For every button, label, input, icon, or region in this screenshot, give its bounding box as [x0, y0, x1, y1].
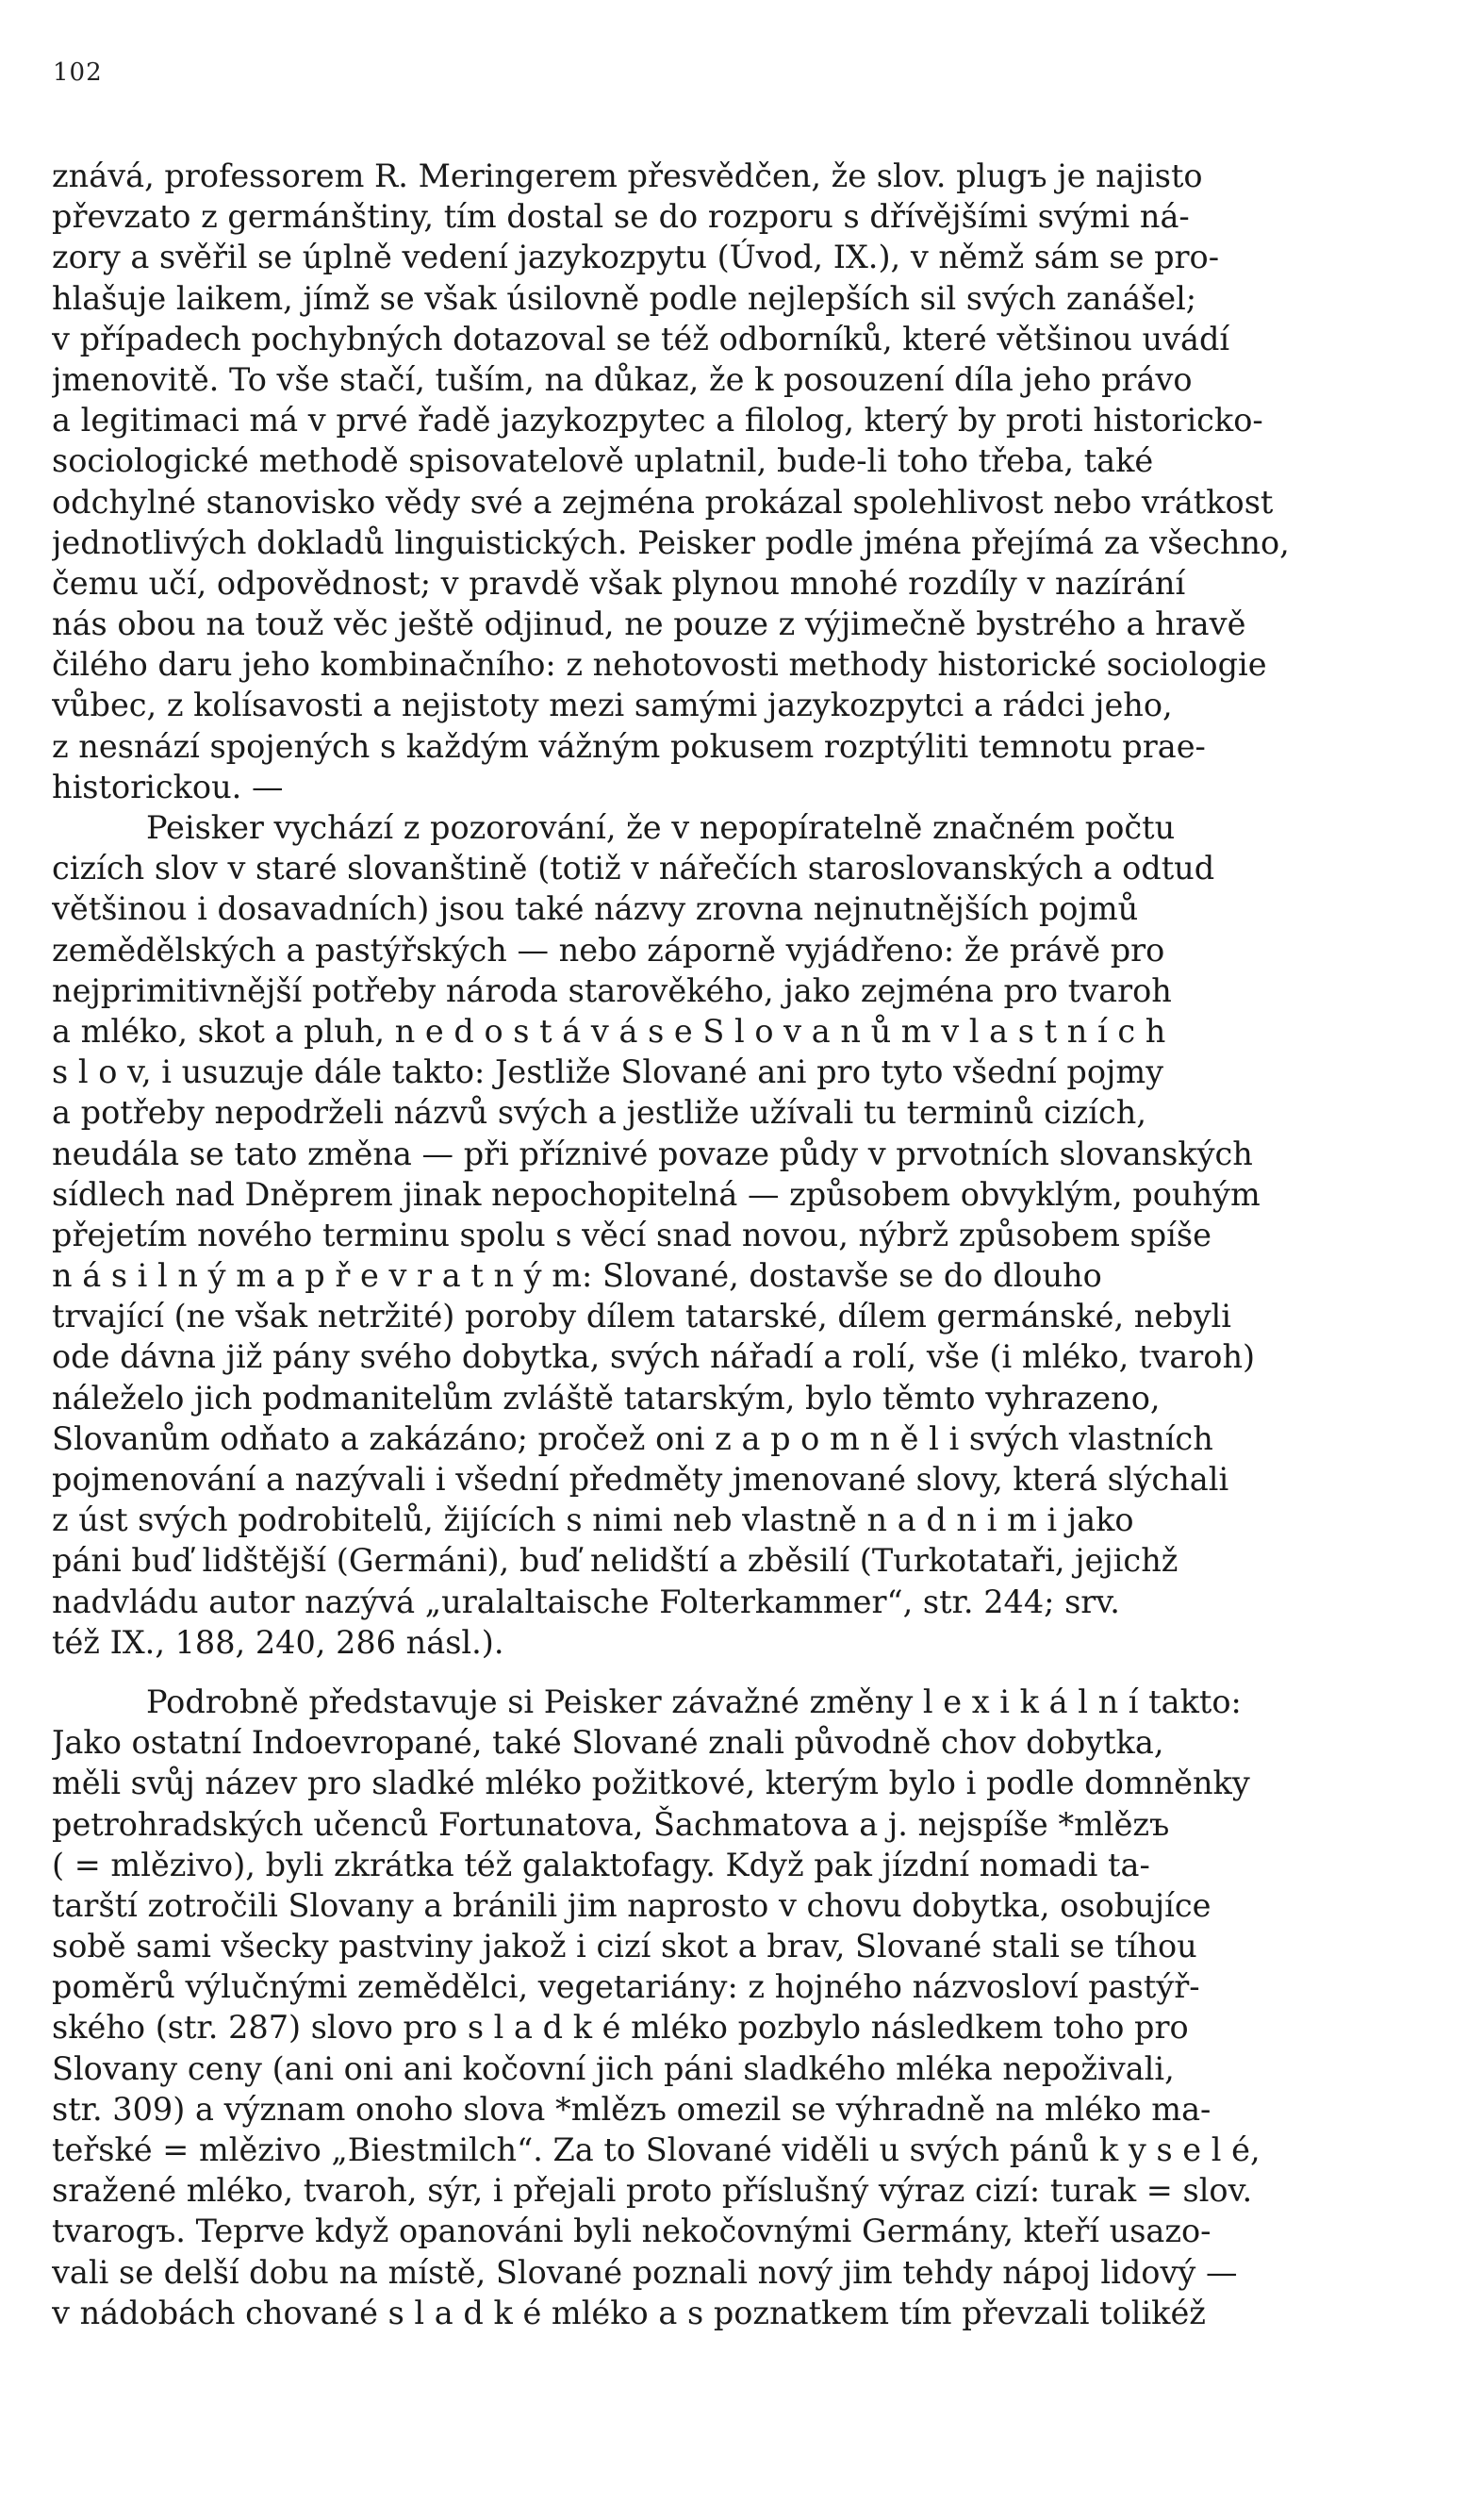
text-line: pojmenování a nazývali i všední předměty jmenované slovy, která slýchali — [52, 1461, 1229, 1498]
text-line: nás obou na touž věc ještě odjinud, ne pouze z výjimečně bystrého a hravě — [52, 605, 1246, 643]
text-line: z úst svých podrobitelů, žijících s nimi neb vlastně n a d n i m i jako — [52, 1501, 1134, 1539]
text-line: ského (str. 287) slovo pro s l a d k é mléko pozbylo následkem toho pro — [52, 2009, 1189, 2047]
text-line: tarští zotročili Slovany a bránili jim naprosto v chovu dobytka, osobujíce — [52, 1886, 1212, 1924]
text-line: tvarogъ. Teprve když opanováni byli nekočovnými Germány, kteří usazo- — [52, 2213, 1212, 2250]
text-line: Podrobně představuje si Peisker závažné změny l e x i k á l n í takto: — [146, 1683, 1242, 1720]
paragraph-gap — [52, 1663, 1409, 1682]
text-line: trvající (ne však netržité) poroby dílem tatarské, dílem germánské, nebyli — [52, 1298, 1231, 1335]
text-line: znává, professorem R. Meringerem přesvědčen, že slov. plugъ je najisto — [52, 158, 1203, 194]
text-line: čilého daru jeho kombinačního: z nehotovosti methody historické sociologie — [52, 646, 1267, 684]
text-line: sídlech nad Dněprem jinak nepochopitelná — způsobem obvyklým, pouhým — [52, 1175, 1261, 1213]
text-line: z nesnází spojených s každým vážným pokusem rozptýliti temnotu prae- — [52, 727, 1206, 765]
text-line: a potřeby nepodrželi názvů svých a jestliže užívali tu terminů cizích, — [52, 1094, 1147, 1132]
text-line: zory a svěřil se úplně vedení jazykozpytu (Úvod, IX.), v němž sám se pro- — [52, 239, 1220, 276]
text-line: většinou i dosavadních) jsou také názvy zrovna nejnutnějších pojmů — [52, 890, 1139, 928]
text-line: nejprimitivnější potřeby národa starověkého, jako zejména pro tvaroh — [52, 971, 1172, 1009]
text-line: nadvládu autor nazývá „uralaltaische Folterkammer“, str. 244; srv. — [52, 1583, 1120, 1620]
text-line: Slovany ceny (ani oni ani kočovní jich páni sladkého mléka nepoživali, — [52, 2049, 1175, 2087]
text-line: poměrů výlučnými zemědělci, vegetariány: z hojného názvosloví pastýř- — [52, 1968, 1200, 2006]
text-line: páni buď lidštější (Germáni), buď nelidští a zběsilí (Turkotataři, jejichž — [52, 1542, 1179, 1580]
text-line: Peisker vychází z pozorování, že v nepopíratelně značném počtu — [146, 809, 1176, 846]
text-line: měli svůj název pro sladké mléko požitkové, kterým bylo i podle domněnky — [52, 1765, 1250, 1802]
text-line: sociologické methodě spisovatelově uplatnil, bude-li toho třeba, také — [52, 442, 1154, 480]
text-line: s l o v, i usuzuje dále takto: Jestliže Slované ani pro tyto všední pojmy — [52, 1053, 1164, 1091]
text-line: sobě sami všecky pastviny jakož i cizí skot a brav, Slované stali se tíhou — [52, 1928, 1197, 1965]
text-line: ode dávna již pány svého dobytka, svých nářadí a rolí, vše (i mléko, tvaroh) — [52, 1338, 1256, 1376]
text-line: odchylné stanovisko vědy své a zejména prokázal spolehlivost nebo vrátkost — [52, 483, 1274, 521]
text-line: neudála se tato změna — při příznivé povaze půdy v prvotních slovanských — [52, 1135, 1253, 1172]
paragraph-p2 — [52, 807, 1409, 1663]
text-line: přejetím nového terminu spolu s věcí snad novou, nýbrž způsobem spíše — [52, 1216, 1212, 1253]
text-line: jmenovitě. To vše stačí, tuším, na důkaz, že k posouzení díla jeho právo — [52, 360, 1193, 398]
text-line: a mléko, skot a pluh, n e d o s t á v á s e S l o v a n ů m v l a s t n í c h — [52, 1012, 1166, 1050]
text-line: též IX., 188, 240, 286 násl.). — [52, 1623, 504, 1661]
text-line: ( = mlězivo), byli zkrátka též galaktofagy. Když pak jízdní nomadi ta- — [52, 1846, 1150, 1883]
text-line: v případech pochybných dotazoval se též odborníků, které většinou uvádí — [52, 320, 1230, 357]
text-line: teřské = mlězivo „Biestmilch“. Za to Slované viděli u svých pánů k y s e l é, — [52, 2131, 1261, 2168]
text-line: petrohradských učenců Fortunatova, Šachmatova a j. nejspíše *mlězъ — [52, 1805, 1170, 1843]
text-line: n á s i l n ý m a p ř e v r a t n ý m: Slované, dostavše se do dlouho — [52, 1257, 1102, 1295]
text-line: vali se delší dobu na místě, Slované poznali nový jim tehdy nápoj lidový — — [52, 2253, 1238, 2291]
text-line: v nádobách chované s l a d k é mléko a s poznatkem tím převzali tolikéž — [52, 2294, 1206, 2331]
text-line: historickou. — — [52, 768, 284, 805]
text-line: převzato z germánštiny, tím dostal se do rozporu s dřívějšími svými ná- — [52, 198, 1190, 236]
paragraph-p3 — [52, 1682, 1409, 2333]
page-number: 102 — [53, 58, 103, 87]
text-line: zemědělských a pastýřských — nebo záporně vyjádřeno: že právě pro — [52, 931, 1165, 969]
text-line: Jako ostatní Indoevropané, také Slované znali původně chov dobytka, — [52, 1724, 1164, 1762]
text-line: vůbec, z kolísavosti a nejistoty mezi samými jazykozpytci a rádci jeho, — [52, 687, 1173, 724]
paragraph-p1 — [52, 156, 1409, 807]
text-line: náleželo jich podmanitelům zvláště tatarským, bylo těmto vyhrazeno, — [52, 1379, 1161, 1417]
text-line: Slovanům odňato a zakázáno; pročež oni z a p o m n ě l i svých vlastních — [52, 1419, 1213, 1457]
text-line: čemu učí, odpovědnost; v pravdě však plynou mnohé rozdíly v nazírání — [52, 564, 1186, 602]
text-line: hlašuje laikem, jímž se však úsilovně podle nejlepších sil svých zanášel; — [52, 279, 1197, 317]
text-line: a legitimaci má v prvé řadě jazykozpytec a filolog, který by proti historicko- — [52, 402, 1263, 439]
text-line: jednotlivých dokladů linguistických. Peisker podle jména přejímá za všechno, — [52, 523, 1290, 561]
text-line: cizích slov v staré slovanštině (totiž v nářečích staroslovanských a odtud — [52, 850, 1215, 887]
text-line: sražené mléko, tvaroh, sýr, i přejali proto příslušný výraz cizí: turak = slov. — [52, 2172, 1253, 2210]
body-text — [52, 156, 1409, 2333]
text-line: str. 309) a význam onoho slova *mlězъ omezil se výhradně na mléko ma- — [52, 2090, 1212, 2128]
